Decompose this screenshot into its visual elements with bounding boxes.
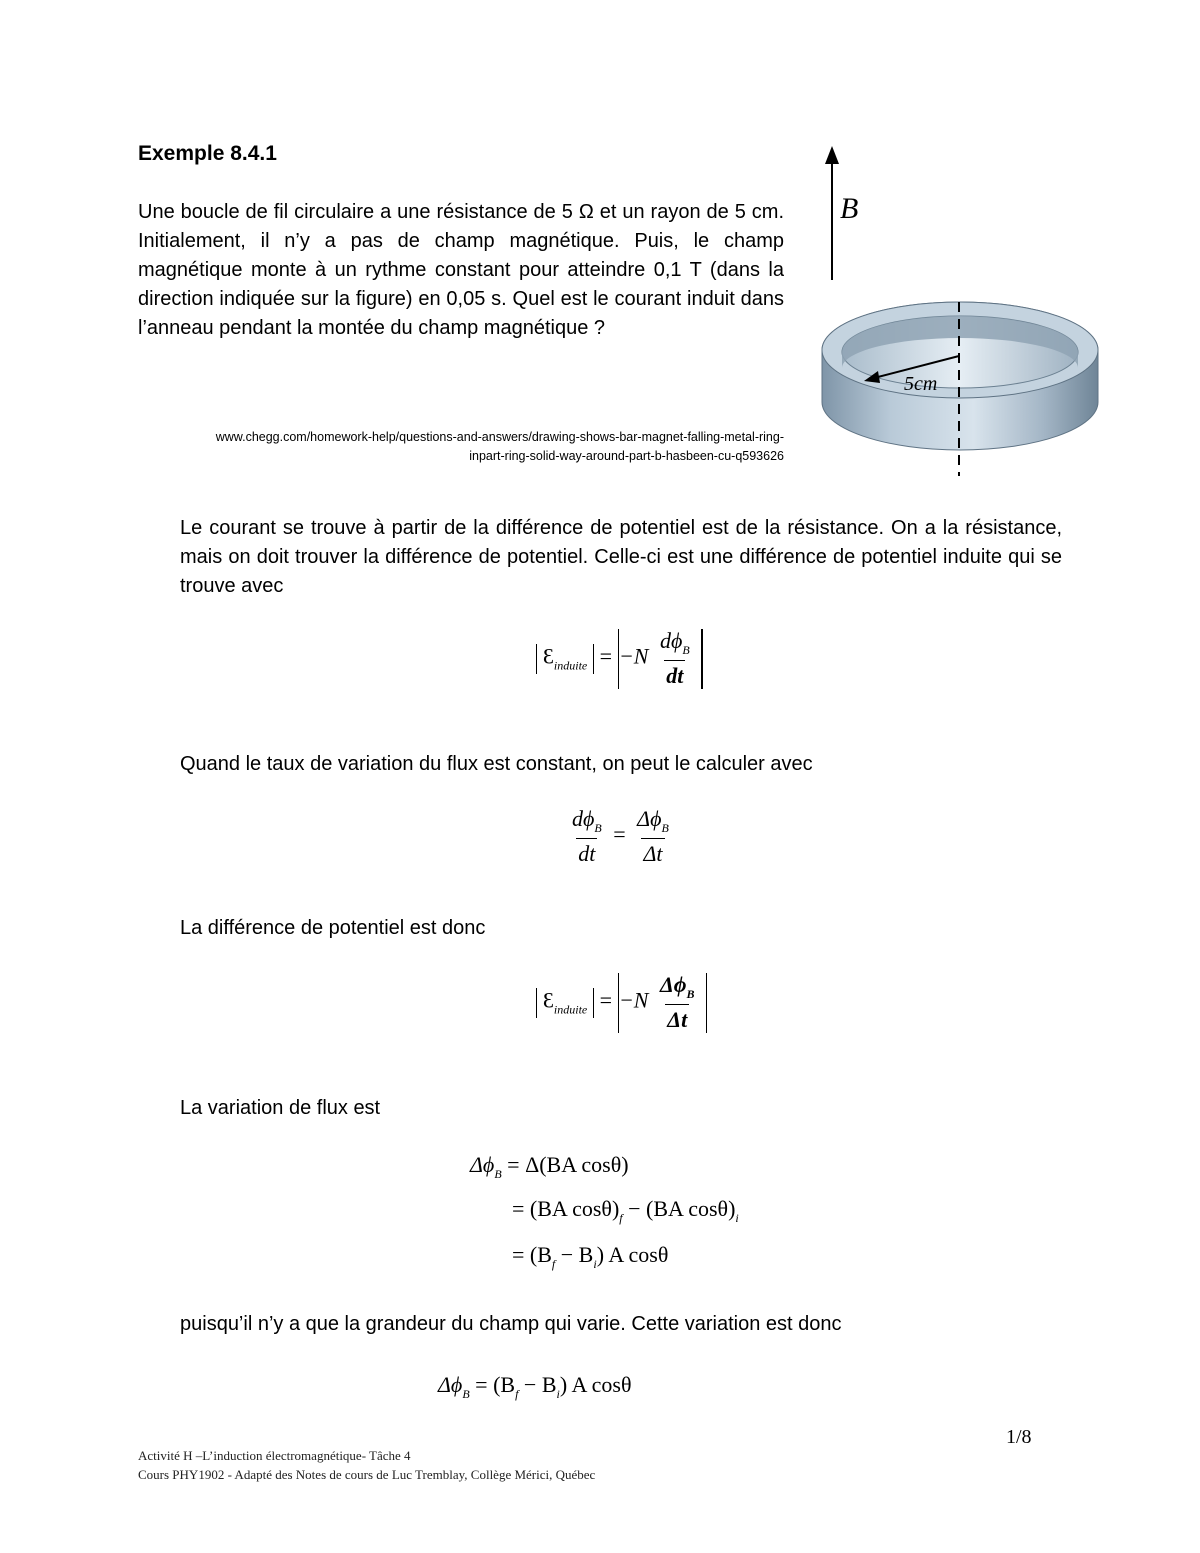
problem-statement: Une boucle de fil circulaire a une résistance de 5 Ω et un rayon de 5 cm. Initialement, il n’y a pas de champ magnétique. Puis, le champ magnétique monte à un rythme constant pour atteindre 0,1 T (dans la direction indiquée sur la figure) en 0,05 s. Quel est le courant induit dans l’anneau pendant la montée du champ magnétique ? [138, 201, 784, 339]
field-arrow-head [825, 146, 839, 164]
equation-flux-line-2: = (BA $\cos\theta)_f - (BA$ $\cos\theta)_i$ [512, 1196, 739, 1225]
field-label: B [840, 192, 859, 225]
equation-flux-line-3: = $(B_f - B_i)$ A cosθ [512, 1242, 669, 1271]
equation-emf-derivative: $Ɛ_{induite} = -N$ $\frac{d\phi_B}{dt}$ [536, 628, 703, 689]
equation-flux-final: $\Delta\phi_B = (B_f - B_i)$ A cosθ [438, 1372, 632, 1401]
footer-line-1: Activité H –L’induction électromagnétique- Tâche 4 [138, 1448, 411, 1463]
solution-paragraph-5: puisqu’il n’y a que la grandeur du champ qui varie. Cette variation est donc [180, 1313, 842, 1335]
ring-figure [812, 140, 1112, 480]
equation-flux-line-1: $\Delta\phi_B = \Delta(BA$ cosθ) [470, 1152, 629, 1181]
equation-emf-delta: $Ɛ_{induite} = -N$ $\frac{\Delta\phi_B}{\Delta t}$ [536, 972, 707, 1033]
emf-symbol: Ɛ [542, 643, 554, 669]
page-number: 1/8 [1006, 1426, 1032, 1448]
footer-line-2: Cours PHY1902 - Adapté des Notes de cours de Luc Tremblay, Collège Mérici, Québec [138, 1467, 596, 1482]
example-title: Exemple 8.4.1 [138, 142, 277, 165]
solution-paragraph-2: Quand le taux de variation du flux est constant, on peut le calculer avec [180, 753, 813, 775]
source-link[interactable]: www.chegg.com/homework-help/questions-and-answers/drawing-shows-bar-magnet-falling-metal-ring-inpart-ring-solid-way-around-part-b-hasbeen-cu-q593626 [215, 430, 784, 463]
equation-rate-constant: $\frac{d\phi_B}{dt}$ = $\frac{\Delta\phi_B}{\Delta t}$ [572, 806, 669, 866]
fraction-dphi-dt: $\frac{d\phi_B}{dt}$ [659, 628, 690, 688]
solution-paragraph-4: La variation de flux est [180, 1097, 381, 1119]
solution-paragraph-1: Le courant se trouve à partir de la différence de potentiel est de la résistance. On a la résistance, mais on doit trouver la différence de potentiel. Celle-ci est une différence de potentiel induite qui se trouve avec [180, 517, 1062, 597]
radius-label: 5cm [904, 373, 938, 395]
solution-paragraph-3: La différence de potentiel est donc [180, 917, 486, 939]
